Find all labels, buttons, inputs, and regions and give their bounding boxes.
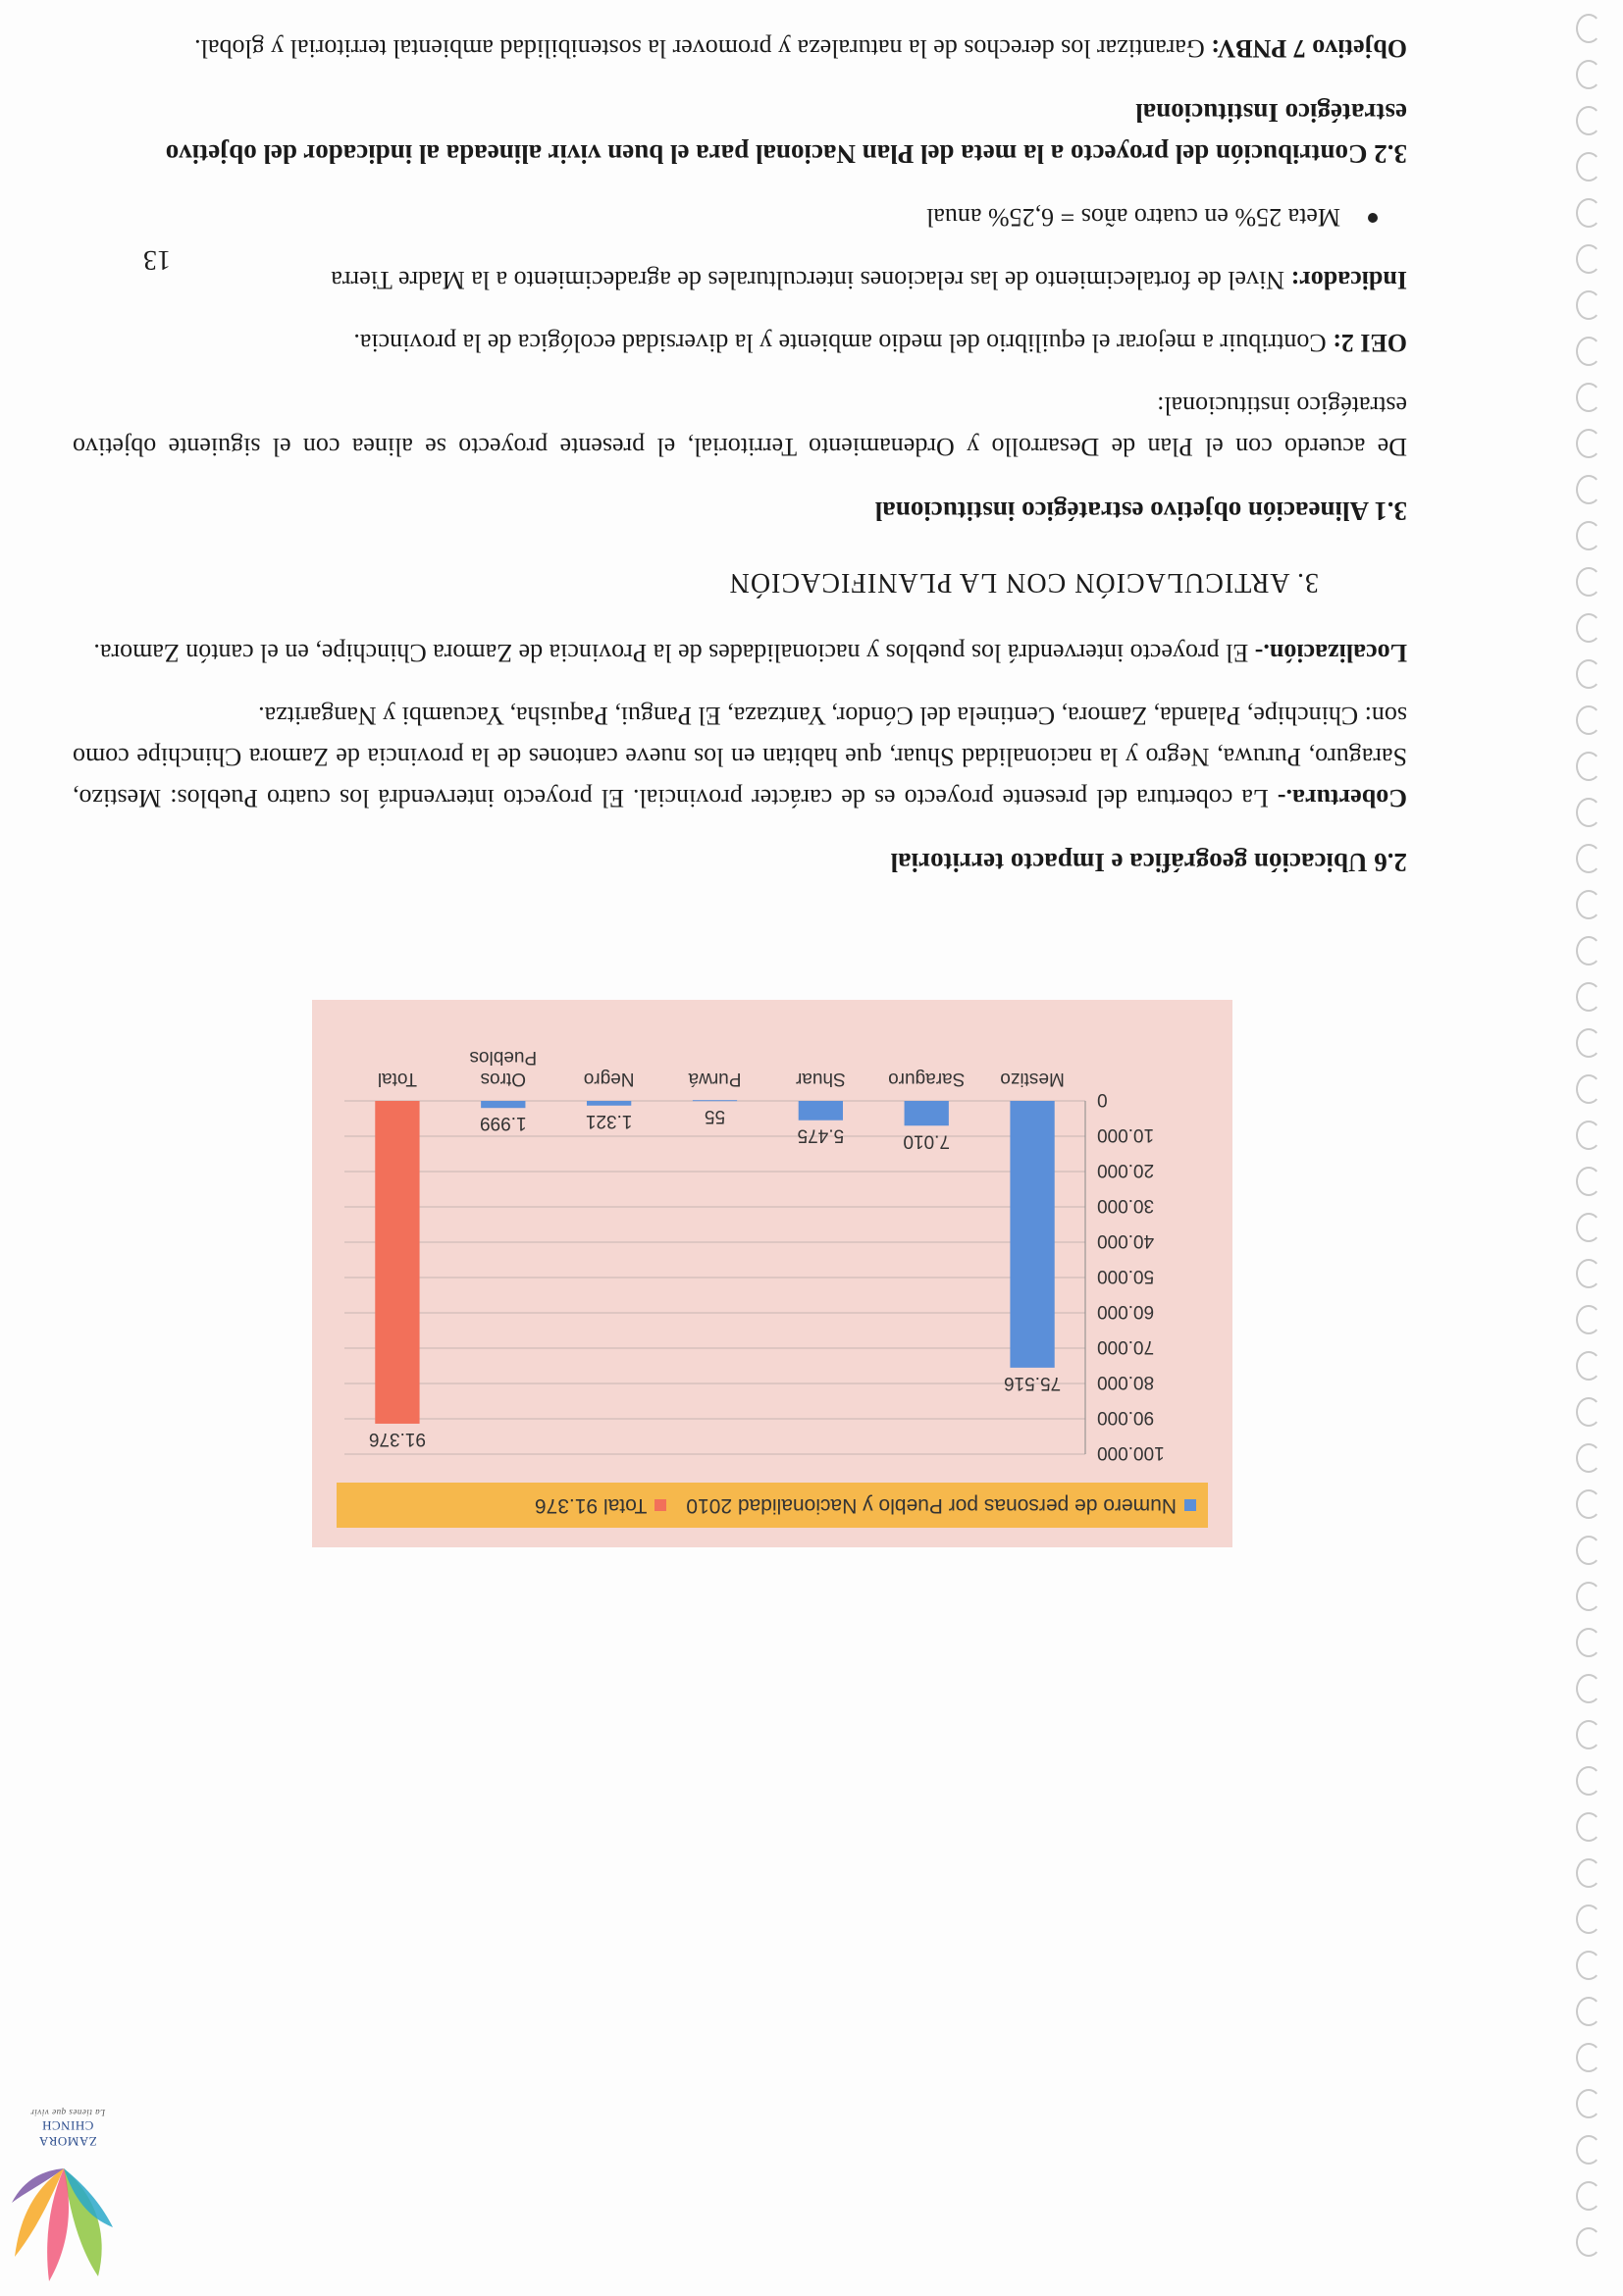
- logo-wordmark: [14, 2108, 122, 2149]
- label-objetivo-7: Objetivo 7 PNBV:: [1211, 34, 1407, 63]
- binding-ring: [1576, 1028, 1601, 1058]
- binding-ring: [1576, 2227, 1601, 2257]
- y-tick-label: 90.000: [1097, 1407, 1155, 1428]
- y-tick-label: 0: [1097, 1089, 1108, 1110]
- y-tick-label: 80.000: [1097, 1372, 1155, 1392]
- heading-3-2: 3.2 Contribución del proyecto a la meta del Plan Nacional para el buen vivir alineada al indicador del objetivo estratégico Institucional: [165, 98, 1407, 169]
- binding-ring: [1576, 890, 1601, 919]
- bullet-meta-2: [73, 0, 1378, 6]
- bar: [693, 1100, 737, 1101]
- binding-ring: [1576, 659, 1601, 689]
- text-oei: Contribuir a mejorar el equilibrio del medio ambiente y la diversidad ecológica de la provincia.: [353, 329, 1334, 357]
- text-indicador: Nivel de fortalecimiento de las relaciones interculturales de agradecimiento a la Madre Tierra: [331, 266, 1291, 294]
- binding-ring: [1576, 752, 1601, 781]
- binding-ring: [1576, 1905, 1601, 1934]
- data-label: 55: [704, 1106, 726, 1127]
- binding-ring: [1576, 1858, 1601, 1888]
- binding-ring: [1576, 1997, 1601, 2026]
- binding-ring: [1576, 1674, 1601, 1703]
- category-label: Saraguro: [888, 1069, 966, 1089]
- label-oei: OEI 2:: [1333, 329, 1407, 357]
- category-label: Total: [377, 1069, 417, 1089]
- binding-ring: [1576, 798, 1601, 827]
- paragraph-oei: [73, 322, 1407, 363]
- binding-ring: [1576, 613, 1601, 643]
- y-tick-label: 70.000: [1097, 1336, 1155, 1357]
- binding-ring: [1576, 982, 1601, 1012]
- binding-ring: [1576, 567, 1601, 597]
- binding-ring: [1576, 337, 1601, 366]
- binding-ring: [1576, 60, 1601, 89]
- binding-ring: [1576, 844, 1601, 873]
- binding-ring: [1576, 705, 1601, 735]
- binding-ring: [1576, 1536, 1601, 1565]
- binding-ring: [1576, 383, 1601, 412]
- bar: [1010, 1101, 1054, 1368]
- binding-ring: [1576, 290, 1601, 320]
- binding-ring: [1576, 1305, 1601, 1334]
- y-tick-label: 40.000: [1097, 1230, 1155, 1251]
- category-label: Shuar: [796, 1069, 846, 1089]
- y-tick-label: 60.000: [1097, 1301, 1155, 1322]
- y-tick-label: 10.000: [1097, 1124, 1155, 1145]
- category-label: Pueblos: [469, 1047, 538, 1068]
- data-label: 5.475: [797, 1124, 845, 1146]
- binding-ring: [1576, 429, 1601, 458]
- y-tick-label: 30.000: [1097, 1195, 1155, 1216]
- label-cobertura: Cobertura.-: [1277, 784, 1407, 812]
- bar: [905, 1101, 949, 1125]
- logo-tagline: La tienes que vivir: [29, 2108, 106, 2117]
- text-meta-2: [1188, 0, 1340, 6]
- text-meta-1: Meta 25% en cuatro años = 6,25% anual: [926, 203, 1340, 232]
- bar: [481, 1101, 525, 1108]
- binding-ring: [1576, 1213, 1601, 1242]
- data-label: 75.516: [1004, 1372, 1062, 1393]
- legend-label-total: Total 91.376: [534, 1494, 648, 1517]
- y-tick-label: 50.000: [1097, 1266, 1155, 1286]
- category-label: Negro: [583, 1069, 635, 1089]
- binding-ring: [1576, 106, 1601, 135]
- binding-ring: [1576, 2181, 1601, 2211]
- binding-ring: [1576, 1628, 1601, 1657]
- binding-ring: [1576, 1766, 1601, 1796]
- binding-ring: [1576, 1259, 1601, 1288]
- bullet-icon: [1368, 213, 1378, 223]
- text-localizacion: El proyecto intervendrá los pueblos y nacionalidades de la Provincia de Zamora Chinchipe, en el cantón Zamora.: [93, 639, 1255, 667]
- binding-ring: [1576, 1582, 1601, 1611]
- bar: [587, 1101, 631, 1106]
- binding-ring: [1576, 2043, 1601, 2072]
- bar: [375, 1101, 419, 1424]
- zamora-chinchipe-logo: [10, 2149, 118, 2286]
- binding-ring: [1576, 244, 1601, 274]
- binding-ring: [1576, 1167, 1601, 1196]
- binding-ring: [1576, 1812, 1601, 1842]
- chart-plot-area: [312, 1000, 1232, 1547]
- data-label: 7.010: [903, 1130, 950, 1152]
- binding-ring: [1576, 1489, 1601, 1519]
- binding-ring: [1576, 152, 1601, 182]
- label-indicador: Indicador:: [1290, 266, 1407, 294]
- label-localizacion: Localización.-: [1254, 639, 1407, 667]
- section-3-title: 3. ARTICULACIÓN CON LA PLANIFICACIÓN: [728, 567, 1319, 598]
- document-body: [73, 0, 1407, 913]
- category-label: Mestizo: [1000, 1069, 1065, 1089]
- bar: [799, 1101, 843, 1121]
- category-label: Otros: [480, 1069, 527, 1089]
- category-label: Purwá: [688, 1069, 742, 1089]
- binding-ring: [1576, 1397, 1601, 1427]
- spiral-binding: [1564, 0, 1623, 2296]
- binding-ring: [1576, 475, 1601, 504]
- binding-ring: [1576, 2135, 1601, 2165]
- paragraph-objetivo-7: [73, 27, 1407, 69]
- bullet-meta-1: [73, 196, 1378, 237]
- heading-2-6: 2.6 Ubicación geográfica e Impacto territorial: [890, 848, 1407, 877]
- heading-3-1: 3.1 Alineación objetivo estratégico institucional: [874, 496, 1407, 526]
- binding-ring: [1576, 1951, 1601, 1980]
- data-label: 1.321: [585, 1110, 633, 1131]
- y-tick-label: 100.000: [1097, 1442, 1165, 1463]
- binding-ring: [1576, 2089, 1601, 2118]
- binding-ring: [1576, 521, 1601, 550]
- binding-ring: [1576, 1351, 1601, 1381]
- data-label: 91.376: [368, 1428, 426, 1449]
- paragraph-indicador: [73, 259, 1407, 300]
- text-objetivo-7: Garantizar los derechos de la naturaleza y promover la sostenibilidad ambiental territorial y global.: [194, 34, 1212, 63]
- paragraph-localizacion: [73, 632, 1407, 673]
- legend-label-series: Numero de personas por Pueblo y Nacionalidad 2010: [686, 1494, 1177, 1517]
- y-tick-label: 20.000: [1097, 1160, 1155, 1180]
- page-number: 13: [143, 244, 171, 275]
- binding-ring: [1576, 936, 1601, 965]
- paragraph-3-1: De acuerdo con el Plan de Desarrollo y Ordenamiento Territorial, el presente proyecto se alinea con el siguiente objetivo estratégico institucional:: [73, 391, 1407, 461]
- text-cobertura: La cobertura del presente proyecto es de carácter provincial. El proyecto intervendrá los cuatro Pueblos: Mestizo, Saraguro, Puruwa, Negro y la nacionalidad Shuar, que habitan en los nueve cantones de la provincia de Zamora Chinchipe como son: Chinchipe, Palanda, Zamora, Centinela del Cóndor, Yantzaza, El Pangui, Paquisha, Yacuambi y Nangaritza.: [73, 702, 1407, 812]
- binding-ring: [1576, 1121, 1601, 1150]
- logo-name: ZAMORA CHINCH: [38, 2118, 97, 2149]
- paragraph-cobertura: [73, 695, 1407, 818]
- binding-ring: [1576, 14, 1601, 43]
- binding-ring: [1576, 1720, 1601, 1749]
- binding-ring: [1576, 1443, 1601, 1473]
- binding-ring: [1576, 198, 1601, 228]
- binding-ring: [1576, 1074, 1601, 1104]
- data-label: 1.999: [480, 1113, 527, 1134]
- population-chart: [312, 1000, 1232, 1547]
